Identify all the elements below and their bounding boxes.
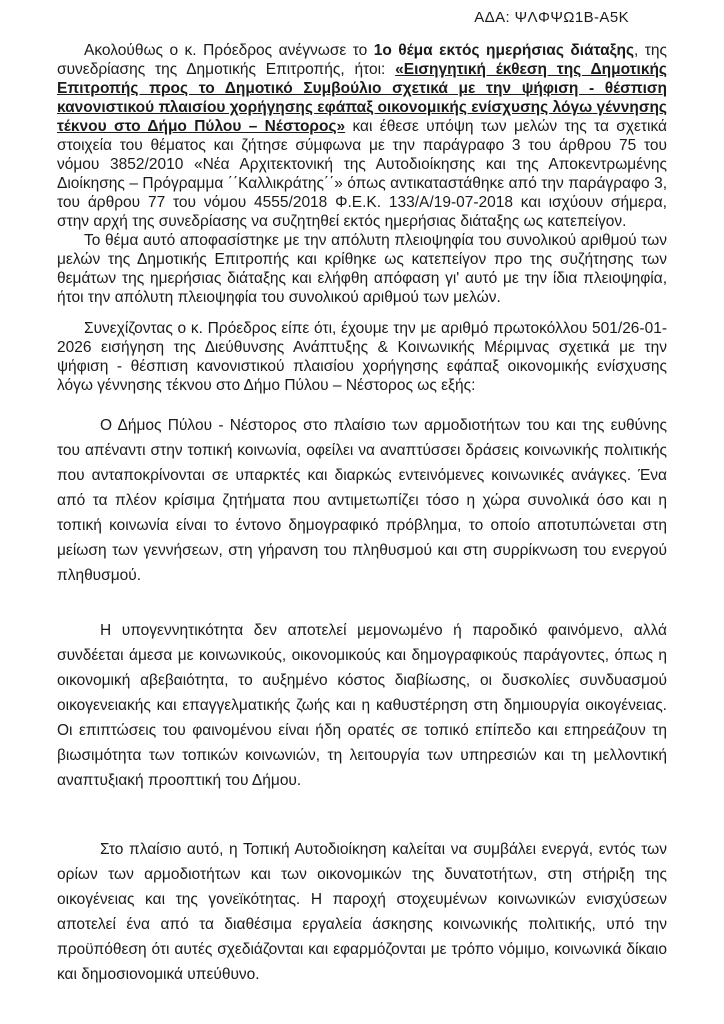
- bold-underline-run: «Εισηγητική έκθεση της Δημοτικής Επιτροπής προς το Δημοτικό Συμβούλιο σχετικά με την ψήφιση - θέσπιση κανονιστικού πλαισίου χορήγησης εφάπαξ οικονομικής ενίσχυσης λόγω γέννησης τέκνου στο Δήμο Πύλου – Νέστορος»: [57, 61, 667, 135]
- paragraph: [57, 231, 667, 307]
- text-run: Συνεχίζοντας ο κ. Πρόεδρος είπε ότι, έχουμε την με αριθμό πρωτοκόλλου 501/26-01-2026 εισήγηση της Διεύθυνσης Ανάπτυξης & Κοινωνικής Μέριμνας σχετικά με την ψήφιση - θέσπιση κανονιστικού πλαισίου χορήγησης εφάπαξ οικονομικής ενίσχυσης λόγω γέννησης τέκνου στο Δήμο Πύλου – Νέστορος ως εξής:: [57, 320, 667, 394]
- paragraph: [57, 618, 667, 793]
- text-run: Το θέμα αυτό αποφασίστηκε με την απόλυτη πλειοψηφία του συνολικού αριθμού των μελών της Δημοτικής Επιτροπής και κρίθηκε ως κατεπείγον προ της συζήτησης των θεμάτων της ημερήσιας διάταξης και ελήφθη απόφαση γι' αυτό με την ίδια πλειοψηφία, ήτοι την απόλυτη πλειοψηφία του συνολικού αριθμού των μελών.: [57, 232, 667, 306]
- text-run: Η υπογεννητικότητα δεν αποτελεί μεμονωμένο ή παροδικό φαινόμενο, αλλά συνδέεται άμεσα με κοινωνικούς, οικονομικούς και δημογραφικούς παράγοντες, όπως η οικονομική αβεβαιότητα, το αυξημένο κόστος διαβίωσης, οι δυσκολίες συνδυασμού οικογενειακής και επαγγελματικής ζωής και η καθυστέρηση στη δημιουργία οικογένειας. Οι επιπτώσεις του φαινομένου είναι ήδη ορατές σε τοπικό επίπεδο και επηρεάζουν τη βιωσιμότητα των τοπικών κοινωνιών, τη λειτουργία των υπηρεσιών και τη μελλοντική αναπτυξιακή προοπτική του Δήμου.: [57, 622, 667, 789]
- paragraph: [57, 413, 667, 588]
- paragraph: [57, 41, 667, 231]
- text-run: , της συνεδρίασης της Δημοτικής Επιτροπής, ήτοι:: [57, 42, 668, 78]
- text-run: Ο Δήμος Πύλου - Νέστορος στο πλαίσιο των αρμοδιοτήτων του και της ευθύνης του απέναντι στην τοπική κοινωνία, οφείλει να αναπτύσσει δράσεις κοινωνικής πολιτικής που ανταποκρίνονται σε υπαρκτές και διαρκώς εντεινόμενες κοινωνικές ανάγκες. Ένα από τα πλέον κρίσιμα ζητήματα που αντιμετωπίζει τόσο η χώρα συνολικά όσο και η τοπική κοινωνία είναι το έντονο δημογραφικό πρόβλημα, το οποίο αποτυπώνεται στη μείωση των γεννήσεων, στη γήρανση του πληθυσμού και στη συρρίκνωση του ενεργού πληθυσμού.: [57, 417, 667, 584]
- text-run: και έθεσε υπόψη των μελών της τα σχετικά στοιχεία του θέματος και ζήτησε σύμφωνα με την παράγραφο 3 του άρθρου 75 του νόμου 3852/2010 «Νέα Αρχιτεκτονική της Αυτοδιοίκησης και της Αποκεντρωμένης Διοίκησης – Πρόγραμμα ΄΄Καλλικράτης΄΄» όπως αντικαταστάθηκε από την παράγραφο 3, του άρθρου 77 του νόμου 4555/2018 Φ.Ε.Κ. 133/Α/19-07-2018 και ισχύουν σήμερα, στην αρχή της συνεδρίασης να συζητηθεί εκτός ημερήσιας διάταξης ως κατεπείγον.: [57, 118, 667, 230]
- text-run: Ακολούθως ο κ. Πρόεδρος ανέγνωσε το: [84, 42, 374, 59]
- paragraph: [57, 319, 667, 395]
- bold-run: 1ο θέμα εκτός ημερήσιας διάταξης: [373, 42, 635, 59]
- ada-code: ΑΔΑ: ΨΛΦΨΩ1Β-Α5Κ: [474, 9, 629, 26]
- paragraph: [57, 837, 667, 987]
- document-body: [57, 41, 667, 987]
- text-run: Στο πλαίσιο αυτό, η Τοπική Αυτοδιοίκηση καλείται να συμβάλει ενεργά, εντός των ορίων των αρμοδιοτήτων και των οικονομικών της δυνατοτήτων, στη στήριξη της οικογένειας και της γονεϊκότητας. Η παροχή στοχευμένων κοινωνικών ενισχύσεων αποτελεί ένα από τα διαθέσιμα εργαλεία άσκησης κοινωνικής πολιτικής, υπό την προϋπόθεση ότι αυτές σχεδιάζονται και εφαρμόζονται με τρόπο νόμιμο, κοινωνικά δίκαιο και δημοσιονομικά υπεύθυνο.: [57, 841, 667, 983]
